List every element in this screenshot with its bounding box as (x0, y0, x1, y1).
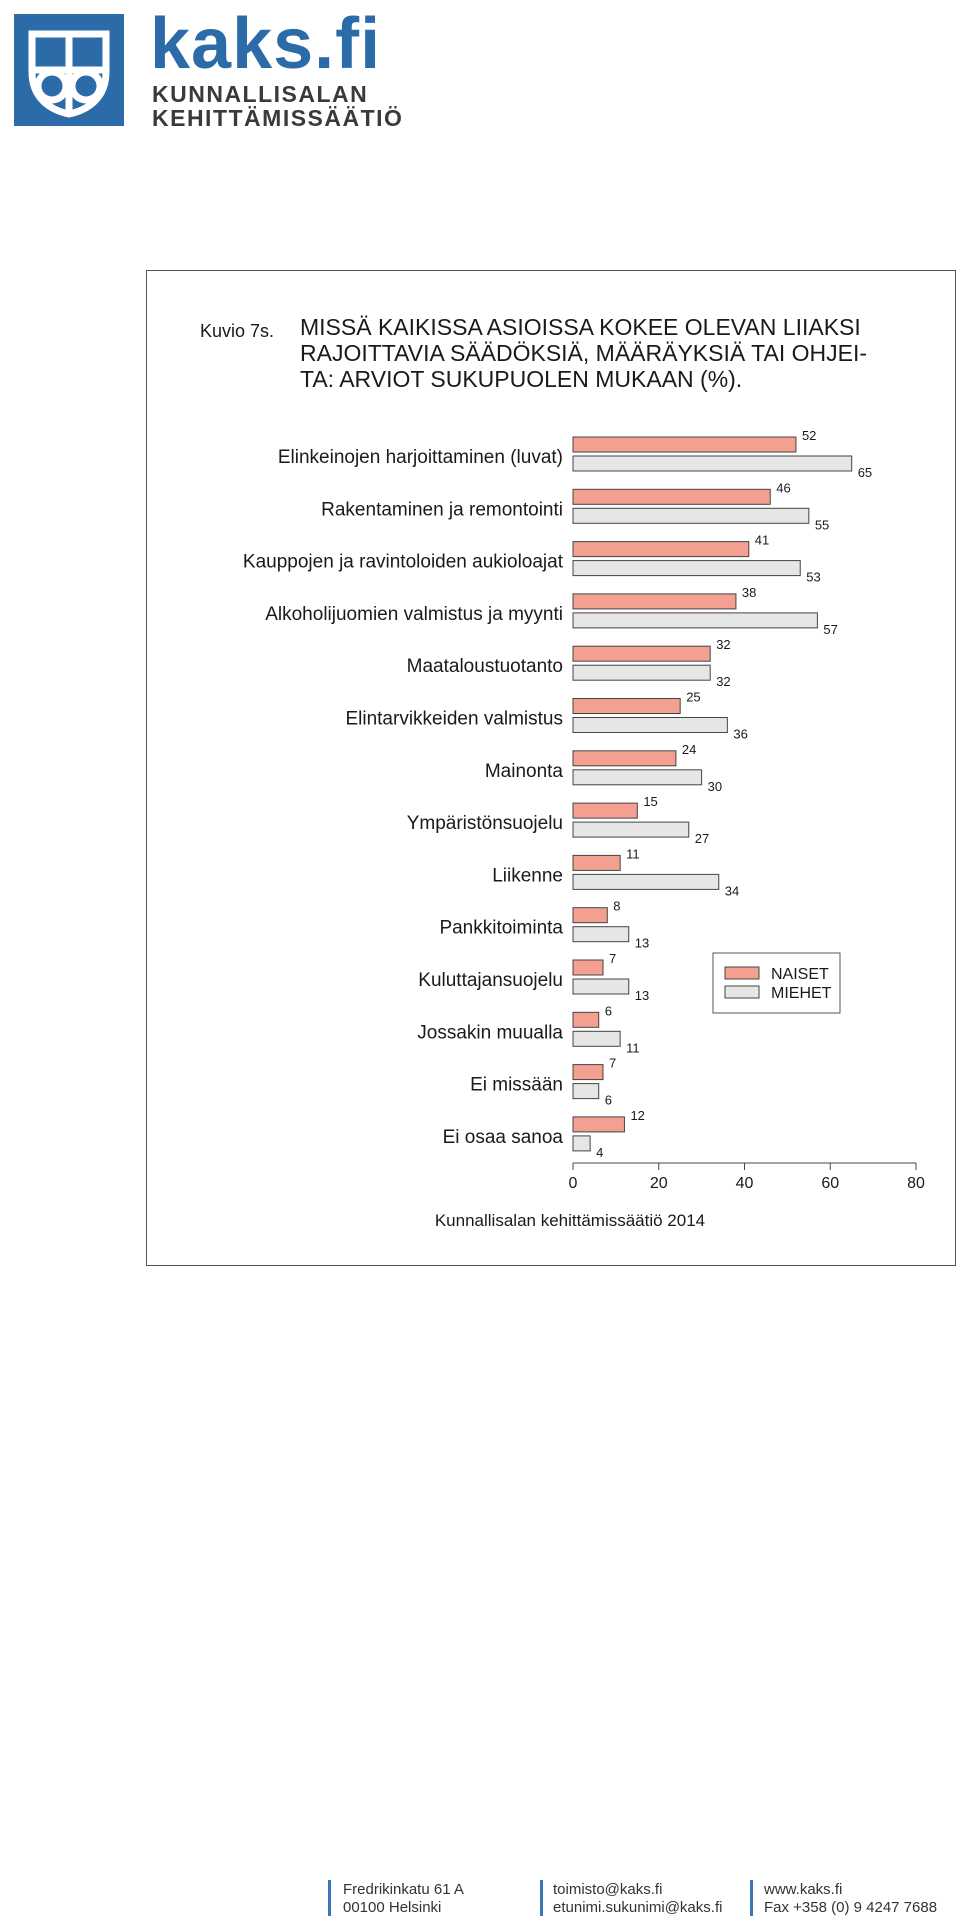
bar-miehet (573, 718, 727, 733)
data-label: 7 (609, 951, 617, 966)
bar-naiset (573, 960, 603, 975)
legend-label: NAISET (771, 966, 829, 983)
data-label: 6 (604, 1003, 612, 1019)
figure-title-line: TA: ARVIOT SUKUPUOLEN MUKAAN (%). (300, 366, 743, 392)
category-label: Kauppojen ja ravintoloiden aukioloajat (242, 551, 563, 573)
bar-miehet (573, 456, 852, 471)
category-label: Alkoholijuomien valmistus ja myynti (265, 603, 563, 625)
bar-naiset (573, 1117, 624, 1132)
bar-miehet (573, 1084, 599, 1099)
bar-miehet (573, 927, 629, 942)
data-label: 32 (716, 674, 731, 690)
footer-email-line1[interactable]: toimisto@kaks.fi (553, 1881, 663, 1898)
bar-naiset (573, 855, 620, 870)
category-label: Elinkeinojen harjoittaminen (luvat) (277, 447, 563, 468)
x-tick-label: 0 (568, 1175, 578, 1192)
bar-naiset (573, 908, 607, 923)
bar-miehet (573, 979, 629, 994)
x-tick-label: 20 (649, 1175, 668, 1192)
data-label: 12 (630, 1107, 645, 1123)
data-label: 24 (681, 741, 697, 757)
bar-miehet (573, 508, 809, 523)
category-label: Pankkitoiminta (439, 917, 563, 939)
footer-divider (540, 1880, 543, 1916)
figure-source: Kunnallisalan kehittämissäätiö 2014 (434, 1211, 706, 1230)
logo-wordmark: kaks.fi (150, 4, 382, 84)
legend-swatch (725, 967, 759, 979)
bar-miehet (573, 874, 719, 889)
bar-miehet (573, 770, 702, 785)
data-label: 11 (626, 1040, 640, 1056)
bar-naiset (573, 646, 710, 661)
footer-web-line1[interactable]: www.kaks.fi (764, 1881, 843, 1898)
data-label: 55 (814, 517, 830, 533)
bar-naiset (573, 542, 749, 557)
legend-box (713, 953, 840, 1013)
data-label: 27 (694, 831, 710, 847)
bar-miehet (573, 822, 689, 837)
figure-title-line: RAJOITTAVIA SÄÄDÖKSIÄ, MÄÄRÄYKSIÄ TAI OHJEI- (300, 340, 868, 366)
logo-subtitle-line1: KUNNALLISALAN (152, 81, 369, 107)
legend-label: MIEHET (771, 985, 832, 1002)
legend-swatch (725, 986, 759, 998)
x-tick-label: 60 (821, 1175, 840, 1192)
category-label: Ei osaa sanoa (442, 1126, 563, 1148)
bar-naiset (573, 437, 796, 452)
bar-naiset (573, 1065, 603, 1080)
bar-miehet (573, 613, 817, 628)
footer-divider (750, 1880, 753, 1916)
data-label: 38 (741, 584, 757, 600)
category-label: Ei missään (470, 1074, 563, 1096)
data-label: 34 (724, 883, 740, 899)
bar-miehet (573, 665, 710, 680)
bar-miehet (573, 561, 800, 576)
data-label: 36 (733, 726, 748, 742)
category-label: Rakentaminen ja remontointi (321, 499, 563, 521)
bar-naiset (573, 803, 637, 818)
data-label: 13 (634, 935, 650, 951)
footer-address-line2: 00100 Helsinki (343, 1899, 442, 1916)
data-label: 8 (613, 898, 621, 914)
data-label: 11 (626, 846, 640, 862)
data-label: 30 (707, 778, 723, 794)
data-label: 6 (604, 1092, 612, 1108)
data-label: 57 (823, 621, 838, 637)
data-label: 52 (801, 428, 817, 443)
footer-address-line1: Fredrikinkatu 61 A (343, 1881, 464, 1898)
footer-address (343, 1881, 464, 1917)
footer (0, 1880, 960, 1920)
category-label: Mainonta (484, 760, 563, 782)
data-label: 15 (643, 794, 658, 810)
category-label: Elintarvikkeiden valmistus (345, 708, 563, 730)
footer-email-line2: etunimi.sukunimi@kaks.fi (553, 1899, 723, 1916)
data-label: 53 (806, 569, 821, 585)
data-label: 13 (634, 988, 650, 1003)
bar-miehet (573, 1031, 620, 1046)
category-label: Jossakin muualla (417, 1022, 563, 1044)
category-label: Maataloustuotanto (406, 656, 563, 678)
footer-fax-line: Fax +358 (0) 9 4247 7688 (764, 1899, 938, 1916)
bar-miehet (573, 1136, 590, 1151)
data-label: 32 (716, 637, 731, 653)
bar-naiset (573, 751, 676, 766)
category-label: Liikenne (492, 865, 563, 887)
x-tick-label: 80 (907, 1175, 925, 1192)
bar-naiset (573, 489, 770, 504)
x-tick-label: 40 (735, 1175, 754, 1192)
footer-divider (328, 1880, 331, 1916)
logo-subtitle-line2: KEHITTÄMISSÄÄTIÖ (152, 105, 404, 131)
data-label: 7 (609, 1055, 617, 1071)
bar-naiset (573, 594, 736, 609)
data-label: 65 (857, 465, 873, 480)
bar-naiset (573, 699, 680, 714)
bar-naiset (573, 1012, 599, 1027)
data-label: 4 (596, 1144, 604, 1160)
category-label: Ympäristönsuojelu (406, 813, 563, 835)
data-label: 46 (776, 480, 791, 496)
figure-label: Kuvio 7s. (200, 321, 275, 341)
category-label: Kuluttajansuojelu (418, 970, 563, 991)
footer-email (553, 1881, 722, 1917)
data-label: 25 (686, 689, 701, 705)
figure-title-line: MISSÄ KAIKISSA ASIOISSA KOKEE OLEVAN LIIAKSI (300, 314, 861, 340)
data-label: 41 (754, 532, 770, 548)
footer-web (764, 1881, 937, 1917)
